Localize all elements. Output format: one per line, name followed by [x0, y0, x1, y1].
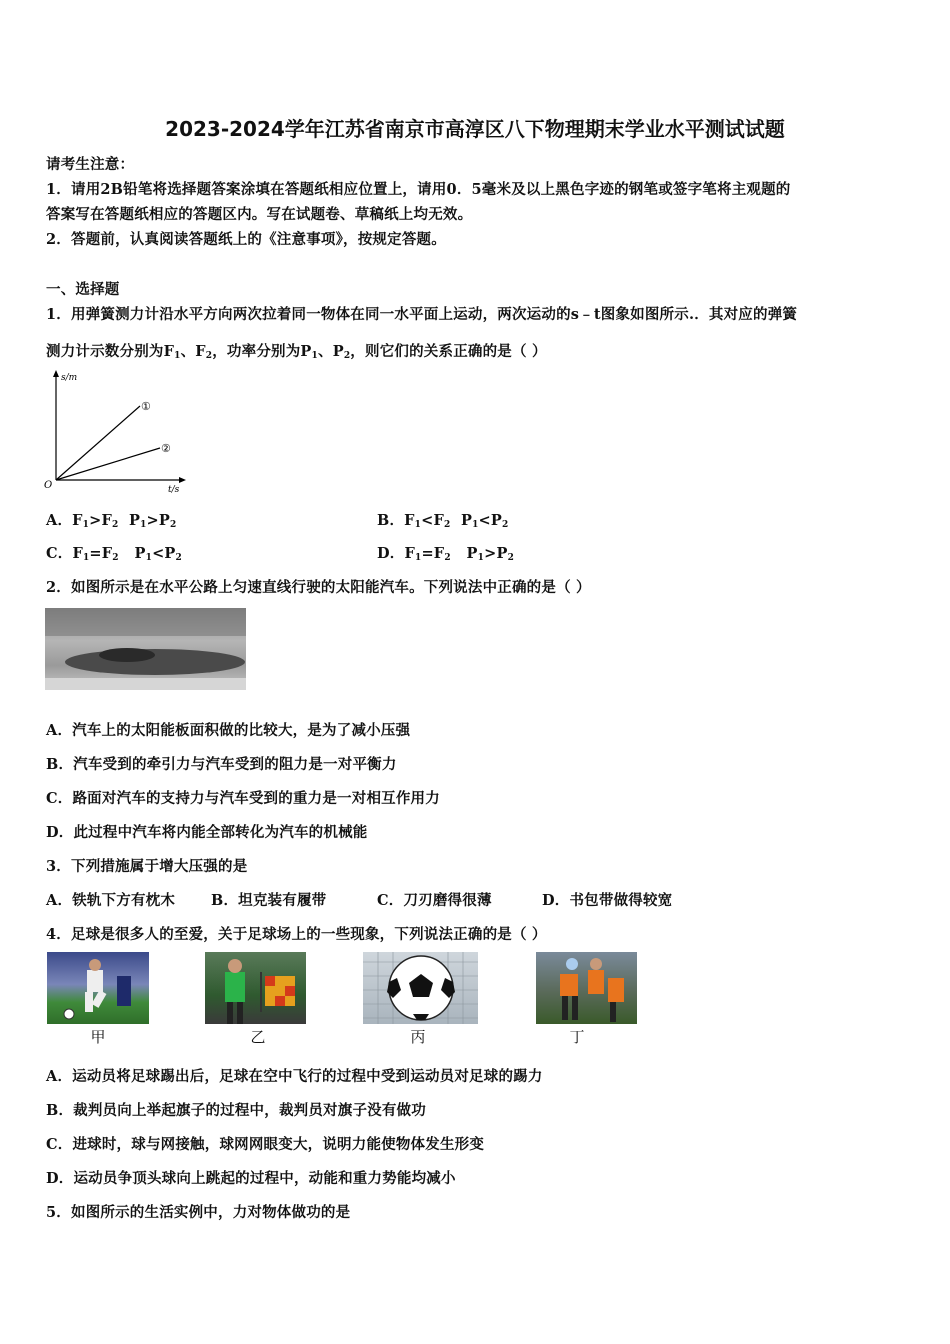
line-2-label: ②	[161, 442, 171, 455]
y-axis-label: s/m	[61, 373, 78, 383]
caption-ding: 丁	[569, 1028, 585, 1046]
q4-option-d: D．运动员争顶头球向上跳起的过程中，动能和重力势能均减小	[46, 1170, 456, 1187]
q3-stem: 3．下列措施属于增大压强的是	[46, 858, 248, 875]
caption-bing: 丙	[410, 1028, 426, 1046]
notice-line-2: 2．答题前，认真阅读答题纸上的《注意事项》，按规定答题。	[46, 231, 446, 248]
solar-car-image	[45, 608, 246, 690]
origin-label: O	[44, 480, 53, 491]
notice-line-1a: 1．请用2B铅笔将选择题答案涂填在答题纸相应位置上，请用0．5毫米及以上黑色字迹的钢笔或签字笔将主观题的	[46, 181, 791, 198]
q1-stem-b: 测力计示数分别为$F_1$、$F_2$，功率分别为$P_1$、$P_2$，则它们的关系正确的是（ ）	[46, 343, 547, 361]
q4-option-b: B．裁判员向上举起旗子的过程中，裁判员对旗子没有做功	[46, 1102, 426, 1119]
q2-option-d: D．此过程中汽车将内能全部转化为汽车的机械能	[46, 824, 368, 841]
notice-heading: 请考生注意：	[46, 156, 135, 173]
q1-option-a: A．$F_1>F_2$ $P_1>P_2$	[46, 512, 177, 530]
photo-yi	[205, 952, 306, 1024]
solar-car-photo	[45, 608, 246, 690]
q1-option-b: B．$F_1<F_2$ $P_1<P_2$	[377, 512, 509, 530]
q2-option-b: B．汽车受到的牵引力与汽车受到的阻力是一对平衡力	[46, 756, 397, 773]
page-title: 2023-2024学年江苏省南京市高淳区八下物理期末学业水平测试试题	[165, 117, 785, 141]
x-axis-label: t/s	[168, 485, 180, 495]
q1-stem-a: 1．用弹簧测力计沿水平方向两次拉着同一物体在同一水平面上运动，两次运动的s﹣t图象如图所示.．其对应的弹簧	[46, 306, 798, 323]
q4-stem: 4．足球是很多人的至爱，关于足球场上的一些现象，下列说法正确的是（ ）	[46, 926, 547, 943]
q1-option-c: C．$F_1=F_2$ $P_1<P_2$	[46, 545, 182, 563]
q2-option-a: A．汽车上的太阳能板面积做的比较大，是为了减小压强	[46, 722, 411, 739]
q3-option-b: B．坦克装有履带	[211, 892, 327, 909]
graph-line-1	[56, 406, 140, 480]
caption-jia: 甲	[90, 1028, 106, 1046]
photo-bing	[363, 952, 478, 1024]
q3-option-d: D．书包带做得较宽	[542, 892, 673, 909]
graph-line-2	[56, 448, 160, 480]
section-heading: 一、选择题	[46, 281, 120, 298]
q1-st-graph	[40, 366, 190, 496]
photo-jia	[47, 952, 149, 1024]
q2-stem: 2．如图所示是在水平公路上匀速直线行驶的太阳能汽车。下列说法中正确的是（ ）	[46, 579, 591, 596]
q2-option-c: C．路面对汽车的支持力与汽车受到的重力是一对相互作用力	[46, 790, 440, 807]
y-axis-arrow	[53, 370, 59, 377]
caption-yi: 乙	[250, 1028, 266, 1046]
q1-option-d: D．$F_1=F_2$ $P_1>P_2$	[377, 545, 515, 563]
q3-option-a: A．铁轨下方有枕木	[46, 892, 176, 909]
x-axis-arrow	[179, 477, 186, 483]
photo-ding	[536, 952, 637, 1024]
q4-option-c: C．进球时，球与网接触，球网网眼变大，说明力能使物体发生形变	[46, 1136, 485, 1153]
q4-option-a: A．运动员将足球踢出后，足球在空中飞行的过程中受到运动员对足球的踢力	[46, 1068, 543, 1085]
q5-stem: 5．如图所示的生活实例中，力对物体做功的是	[46, 1204, 351, 1221]
q3-option-c: C．刀刃磨得很薄	[377, 892, 492, 909]
notice-line-1b: 答案写在答题纸相应的答题区内。写在试题卷、草稿纸上均无效。	[46, 206, 473, 223]
line-1-label: ①	[141, 400, 151, 413]
